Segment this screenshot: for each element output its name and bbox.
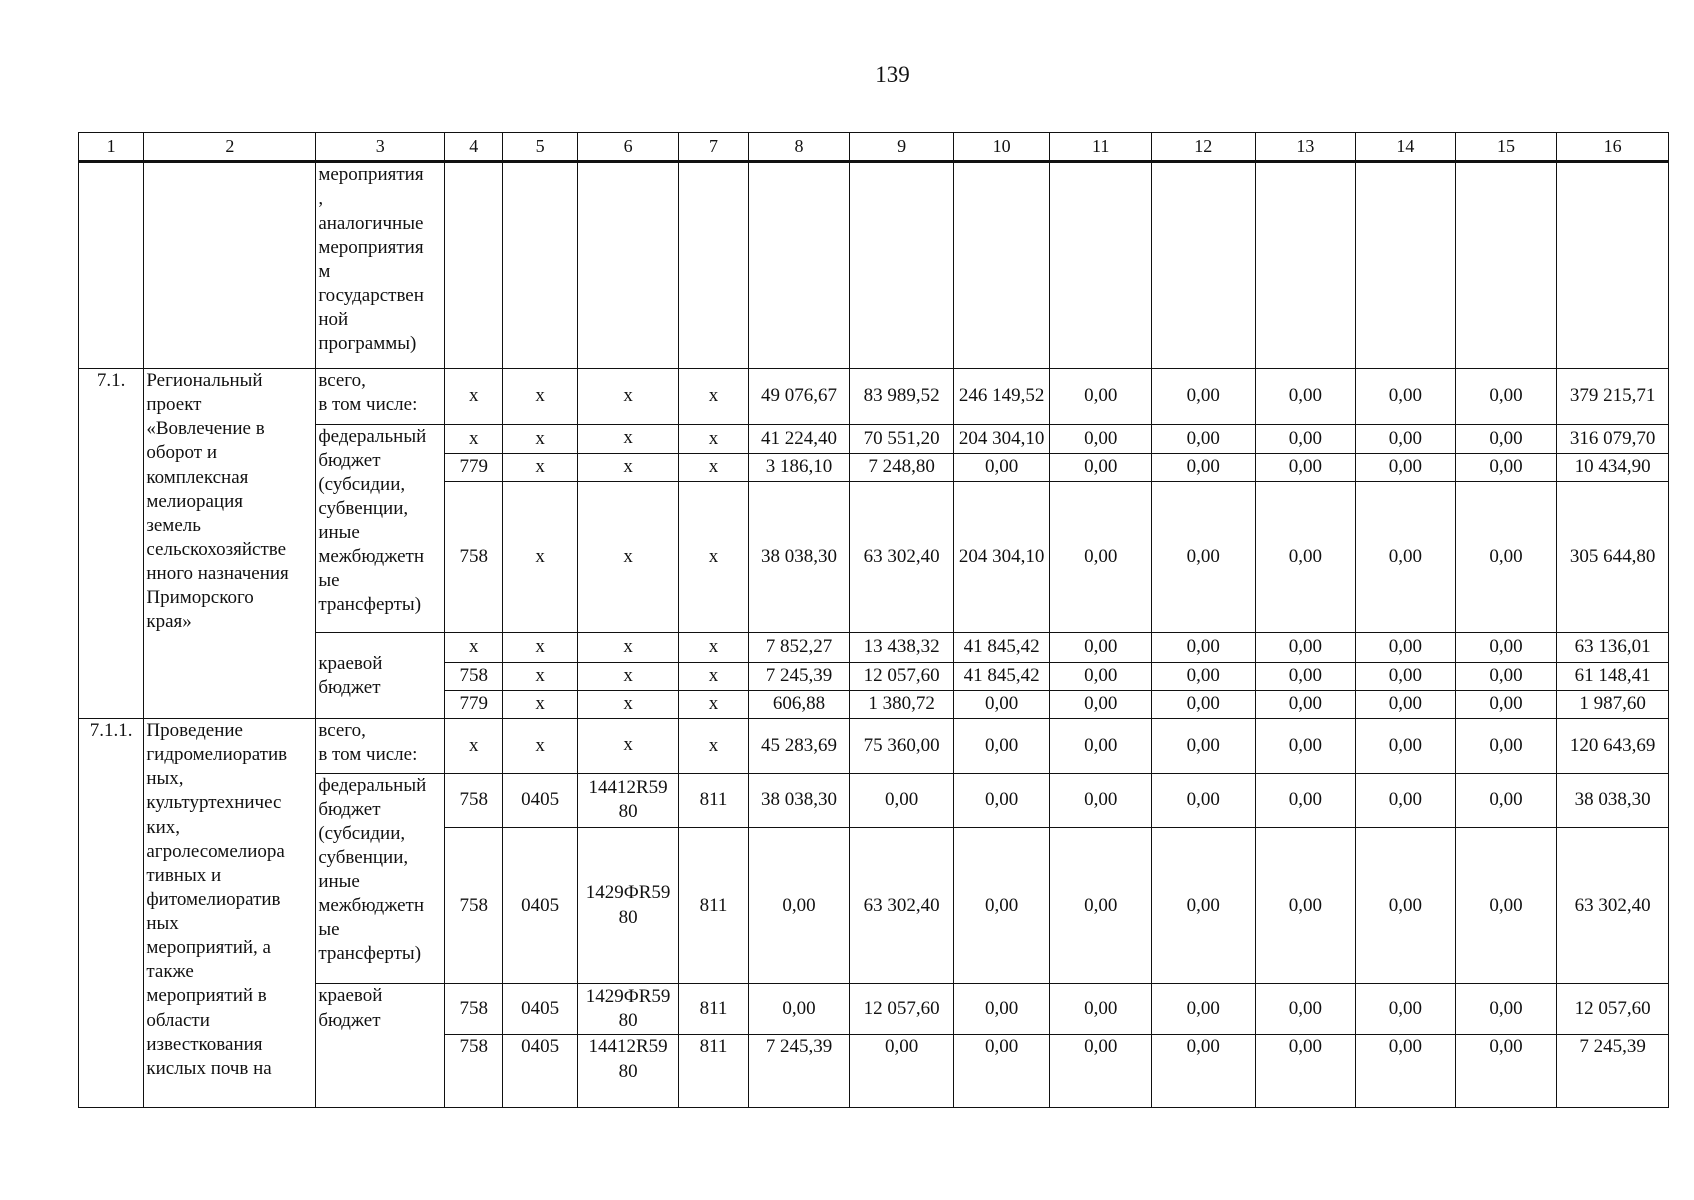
s71-cell-col14: 0,00: [1356, 453, 1456, 481]
s71-cell-col15: 0,00: [1455, 453, 1557, 481]
s71-cell-col13: 0,00: [1255, 369, 1356, 424]
s711-all-label: всего, в том числе:: [316, 719, 445, 773]
s711-cell-col9: 0,00: [850, 1035, 954, 1108]
s711-cell-col13: 0,00: [1255, 773, 1356, 827]
s71-cell-col13: 0,00: [1255, 453, 1356, 481]
s71-row: [79, 369, 1669, 424]
s71-cell-col10: 204 304,10: [953, 424, 1050, 453]
s711-cell-col14: 0,00: [1356, 773, 1456, 827]
s71-cell-col11: 0,00: [1050, 690, 1152, 718]
s71-cell-col8: 49 076,67: [748, 369, 850, 424]
s711-cell-col11: 0,00: [1050, 1035, 1152, 1108]
s71-cell-col14: 0,00: [1356, 662, 1456, 690]
s71-cell-col9: 63 302,40: [850, 482, 954, 633]
s711-cell-col4: 758: [445, 773, 503, 827]
s711-cell-col5: 0405: [503, 828, 577, 984]
s711-cell-col12: 0,00: [1151, 1035, 1255, 1108]
s71-cell-col11: 0,00: [1050, 662, 1152, 690]
s71-cell-col11: 0,00: [1050, 482, 1152, 633]
s71-cell-col7: x: [679, 690, 748, 718]
s71-cell-col8: 3 186,10: [748, 453, 850, 481]
s71-cell-col8: 7 852,27: [748, 633, 850, 662]
s711-cell-col12: 0,00: [1151, 773, 1255, 827]
s71-cell-col6: x: [577, 690, 679, 718]
s71-cell-col15: 0,00: [1455, 633, 1557, 662]
s711-cell-col14: 0,00: [1356, 984, 1456, 1035]
s711-cell-col13: 0,00: [1255, 719, 1356, 773]
s711-cell-col5: 0405: [503, 773, 577, 827]
s711-cell-col14: 0,00: [1356, 1035, 1456, 1108]
s711-cell-col16: 7 245,39: [1557, 1035, 1669, 1108]
s71-cell-col16: 10 434,90: [1557, 453, 1669, 481]
s71-cell-col10: 0,00: [953, 690, 1050, 718]
s71-cell-col10: 41 845,42: [953, 633, 1050, 662]
s71-cell-col10: 246 149,52: [953, 369, 1050, 424]
s71-cell-col5: x: [503, 424, 577, 453]
s711-cell-col9: 75 360,00: [850, 719, 954, 773]
cont-cell-1: [79, 162, 144, 369]
s71-number: 7.1.: [79, 369, 144, 719]
s71-cell-col5: x: [503, 453, 577, 481]
s71-cell-col6: x: [577, 633, 679, 662]
s711-reg-label: краевой бюджет: [316, 984, 445, 1108]
s711-cell-col14: 0,00: [1356, 828, 1456, 984]
s711-cell-col7: 811: [679, 773, 748, 827]
s71-cell-col6: x: [577, 369, 679, 424]
s711-cell-col4: 758: [445, 828, 503, 984]
s71-cell-col12: 0,00: [1151, 453, 1255, 481]
s71-cell-col13: 0,00: [1255, 690, 1356, 718]
s71-cell-col7: x: [679, 369, 748, 424]
s711-cell-col4: 758: [445, 1035, 503, 1108]
header-col-4: 4: [445, 133, 503, 162]
s71-cell-col6: x: [577, 482, 679, 633]
s71-cell-col16: 63 136,01: [1557, 633, 1669, 662]
s71-cell-col9: 1 380,72: [850, 690, 954, 718]
page-number: 139: [875, 62, 910, 87]
s711-cell-col6: 1429ФR59 80: [577, 828, 679, 984]
s71-cell-col16: 316 079,70: [1557, 424, 1669, 453]
s71-cell-col12: 0,00: [1151, 662, 1255, 690]
s71-cell-col9: 13 438,32: [850, 633, 954, 662]
s71-cell-col11: 0,00: [1050, 453, 1152, 481]
s711-cell-col11: 0,00: [1050, 828, 1152, 984]
s71-row: [79, 424, 1669, 453]
s711-cell-col9: 0,00: [850, 773, 954, 827]
s711-cell-col6: 14412R59 80: [577, 773, 679, 827]
s711-cell-col4: x: [445, 719, 503, 773]
s71-cell-col5: x: [503, 690, 577, 718]
s71-cell-col15: 0,00: [1455, 690, 1557, 718]
s711-cell-col11: 0,00: [1050, 984, 1152, 1035]
header-col-14: 14: [1356, 133, 1456, 162]
s711-cell-col12: 0,00: [1151, 719, 1255, 773]
s71-cell-col16: 1 987,60: [1557, 690, 1669, 718]
header-col-7: 7: [679, 133, 748, 162]
s71-cell-col7: x: [679, 453, 748, 481]
s71-cell-col11: 0,00: [1050, 633, 1152, 662]
s71-cell-col5: x: [503, 662, 577, 690]
header-col-16: 16: [1557, 133, 1669, 162]
s71-cell-col4: 758: [445, 662, 503, 690]
s711-cell-col15: 0,00: [1455, 773, 1557, 827]
s711-cell-col16: 120 643,69: [1557, 719, 1669, 773]
s71-cell-col15: 0,00: [1455, 662, 1557, 690]
s71-cell-col8: 41 224,40: [748, 424, 850, 453]
s71-name: Региональный проект «Вовлечение в оборот и комплексная мелиорация земель сельскохозяйстве нного назначения Приморского края»: [144, 369, 316, 719]
s711-cell-col4: 758: [445, 984, 503, 1035]
s71-cell-col8: 38 038,30: [748, 482, 850, 633]
s711-cell-col16: 38 038,30: [1557, 773, 1669, 827]
s711-cell-col8: 38 038,30: [748, 773, 850, 827]
s711-cell-col11: 0,00: [1050, 719, 1152, 773]
s711-cell-col7: 811: [679, 1035, 748, 1108]
s711-cell-col12: 0,00: [1151, 984, 1255, 1035]
s71-cell-col16: 61 148,41: [1557, 662, 1669, 690]
s71-cell-col5: x: [503, 369, 577, 424]
header-col-10: 10: [953, 133, 1050, 162]
header-col-5: 5: [503, 133, 577, 162]
cont-col3-text: мероприятия , аналогичные мероприятия м государствен ной программы): [316, 162, 445, 369]
header-col-6: 6: [577, 133, 679, 162]
s71-cell-col15: 0,00: [1455, 482, 1557, 633]
s71-cell-col9: 12 057,60: [850, 662, 954, 690]
s711-cell-col11: 0,00: [1050, 773, 1152, 827]
budget-table: [78, 132, 1669, 1108]
s711-cell-col15: 0,00: [1455, 984, 1557, 1035]
header-col-8: 8: [748, 133, 850, 162]
s711-cell-col6: 14412R59 80: [577, 1035, 679, 1108]
s71-cell-col14: 0,00: [1356, 482, 1456, 633]
s711-cell-col9: 12 057,60: [850, 984, 954, 1035]
s711-name: Проведение гидромелиоратив ных, культуртехничес ких, агролесомелиора тивных и фитомелиоратив ных мероприятий, а также мероприятий в области известкования кислых почв на: [144, 719, 316, 1108]
s71-cell-col14: 0,00: [1356, 369, 1456, 424]
s711-cell-col10: 0,00: [953, 773, 1050, 827]
s71-cell-col15: 0,00: [1455, 424, 1557, 453]
s71-cell-col6: x: [577, 662, 679, 690]
s711-cell-col13: 0,00: [1255, 1035, 1356, 1108]
s711-cell-col13: 0,00: [1255, 828, 1356, 984]
s71-cell-col9: 83 989,52: [850, 369, 954, 424]
s711-cell-col10: 0,00: [953, 984, 1050, 1035]
s711-cell-col7: x: [679, 719, 748, 773]
s711-cell-col6: 1429ФR59 80: [577, 984, 679, 1035]
s711-cell-col8: 0,00: [748, 828, 850, 984]
s711-cell-col8: 0,00: [748, 984, 850, 1035]
s711-cell-col14: 0,00: [1356, 719, 1456, 773]
s71-cell-col15: 0,00: [1455, 369, 1557, 424]
s71-cell-col14: 0,00: [1356, 424, 1456, 453]
header-col-3: 3: [316, 133, 445, 162]
s71-cell-col16: 305 644,80: [1557, 482, 1669, 633]
s711-cell-col15: 0,00: [1455, 719, 1557, 773]
s71-cell-col5: x: [503, 633, 577, 662]
s71-cell-col11: 0,00: [1050, 369, 1152, 424]
s711-cell-col8: 45 283,69: [748, 719, 850, 773]
s71-cell-col7: x: [679, 424, 748, 453]
header-col-15: 15: [1455, 133, 1557, 162]
s711-cell-col13: 0,00: [1255, 984, 1356, 1035]
s71-cell-col13: 0,00: [1255, 633, 1356, 662]
s711-row: [79, 719, 1669, 773]
continuation-row: [79, 162, 1669, 369]
s711-cell-col12: 0,00: [1151, 828, 1255, 984]
s71-all-label: всего, в том числе:: [316, 369, 445, 424]
s711-cell-col5: 0405: [503, 984, 577, 1035]
s711-row: [79, 773, 1669, 827]
s71-cell-col5: x: [503, 482, 577, 633]
s71-cell-col10: 0,00: [953, 453, 1050, 481]
s71-cell-col8: 606,88: [748, 690, 850, 718]
s71-cell-col12: 0,00: [1151, 633, 1255, 662]
s711-cell-col16: 12 057,60: [1557, 984, 1669, 1035]
s71-cell-col4: x: [445, 424, 503, 453]
header-col-13: 13: [1255, 133, 1356, 162]
s71-cell-col4: x: [445, 369, 503, 424]
s71-reg-label: краевой бюджет: [316, 633, 445, 719]
s71-cell-col7: x: [679, 482, 748, 633]
s71-cell-col10: 204 304,10: [953, 482, 1050, 633]
header-col-12: 12: [1151, 133, 1255, 162]
s711-cell-col5: 0405: [503, 1035, 577, 1108]
s71-cell-col6: x: [577, 424, 679, 453]
s71-cell-col4: x: [445, 633, 503, 662]
s71-cell-col4: 758: [445, 482, 503, 633]
s71-cell-col13: 0,00: [1255, 482, 1356, 633]
s71-row: [79, 633, 1669, 662]
s71-cell-col12: 0,00: [1151, 369, 1255, 424]
s71-cell-col13: 0,00: [1255, 662, 1356, 690]
s711-cell-col7: 811: [679, 828, 748, 984]
s71-cell-col11: 0,00: [1050, 424, 1152, 453]
header-row: [79, 133, 1669, 162]
s711-cell-col9: 63 302,40: [850, 828, 954, 984]
s711-cell-col15: 0,00: [1455, 828, 1557, 984]
header-col-11: 11: [1050, 133, 1152, 162]
s71-cell-col4: 779: [445, 690, 503, 718]
s71-cell-col9: 70 551,20: [850, 424, 954, 453]
s71-cell-col7: x: [679, 633, 748, 662]
s71-cell-col12: 0,00: [1151, 690, 1255, 718]
header-col-9: 9: [850, 133, 954, 162]
s711-cell-col5: x: [503, 719, 577, 773]
s711-fed-label: федеральный бюджет (субсидии, субвенции, иные межбюджетн ые трансферты): [316, 773, 445, 984]
s71-cell-col14: 0,00: [1356, 633, 1456, 662]
s71-cell-col10: 41 845,42: [953, 662, 1050, 690]
s711-cell-col10: 0,00: [953, 719, 1050, 773]
s711-number: 7.1.1.: [79, 719, 144, 1108]
s711-cell-col16: 63 302,40: [1557, 828, 1669, 984]
s711-cell-col6: x: [577, 719, 679, 773]
s71-cell-col12: 0,00: [1151, 424, 1255, 453]
s71-cell-col7: x: [679, 662, 748, 690]
s71-cell-col6: x: [577, 453, 679, 481]
header-col-1: 1: [79, 133, 144, 162]
s71-cell-col9: 7 248,80: [850, 453, 954, 481]
s71-fed-label: федеральный бюджет (субсидии, субвенции, иные межбюджетн ые трансферты): [316, 424, 445, 633]
s711-cell-col7: 811: [679, 984, 748, 1035]
s71-cell-col16: 379 215,71: [1557, 369, 1669, 424]
s71-cell-col12: 0,00: [1151, 482, 1255, 633]
s711-cell-col10: 0,00: [953, 828, 1050, 984]
s71-cell-col13: 0,00: [1255, 424, 1356, 453]
s71-cell-col4: 779: [445, 453, 503, 481]
s711-cell-col10: 0,00: [953, 1035, 1050, 1108]
s711-cell-col15: 0,00: [1455, 1035, 1557, 1108]
s711-cell-col8: 7 245,39: [748, 1035, 850, 1108]
cont-cell-2: [144, 162, 316, 369]
s71-cell-col8: 7 245,39: [748, 662, 850, 690]
s71-cell-col14: 0,00: [1356, 690, 1456, 718]
header-col-2: 2: [144, 133, 316, 162]
s711-row: [79, 984, 1669, 1035]
